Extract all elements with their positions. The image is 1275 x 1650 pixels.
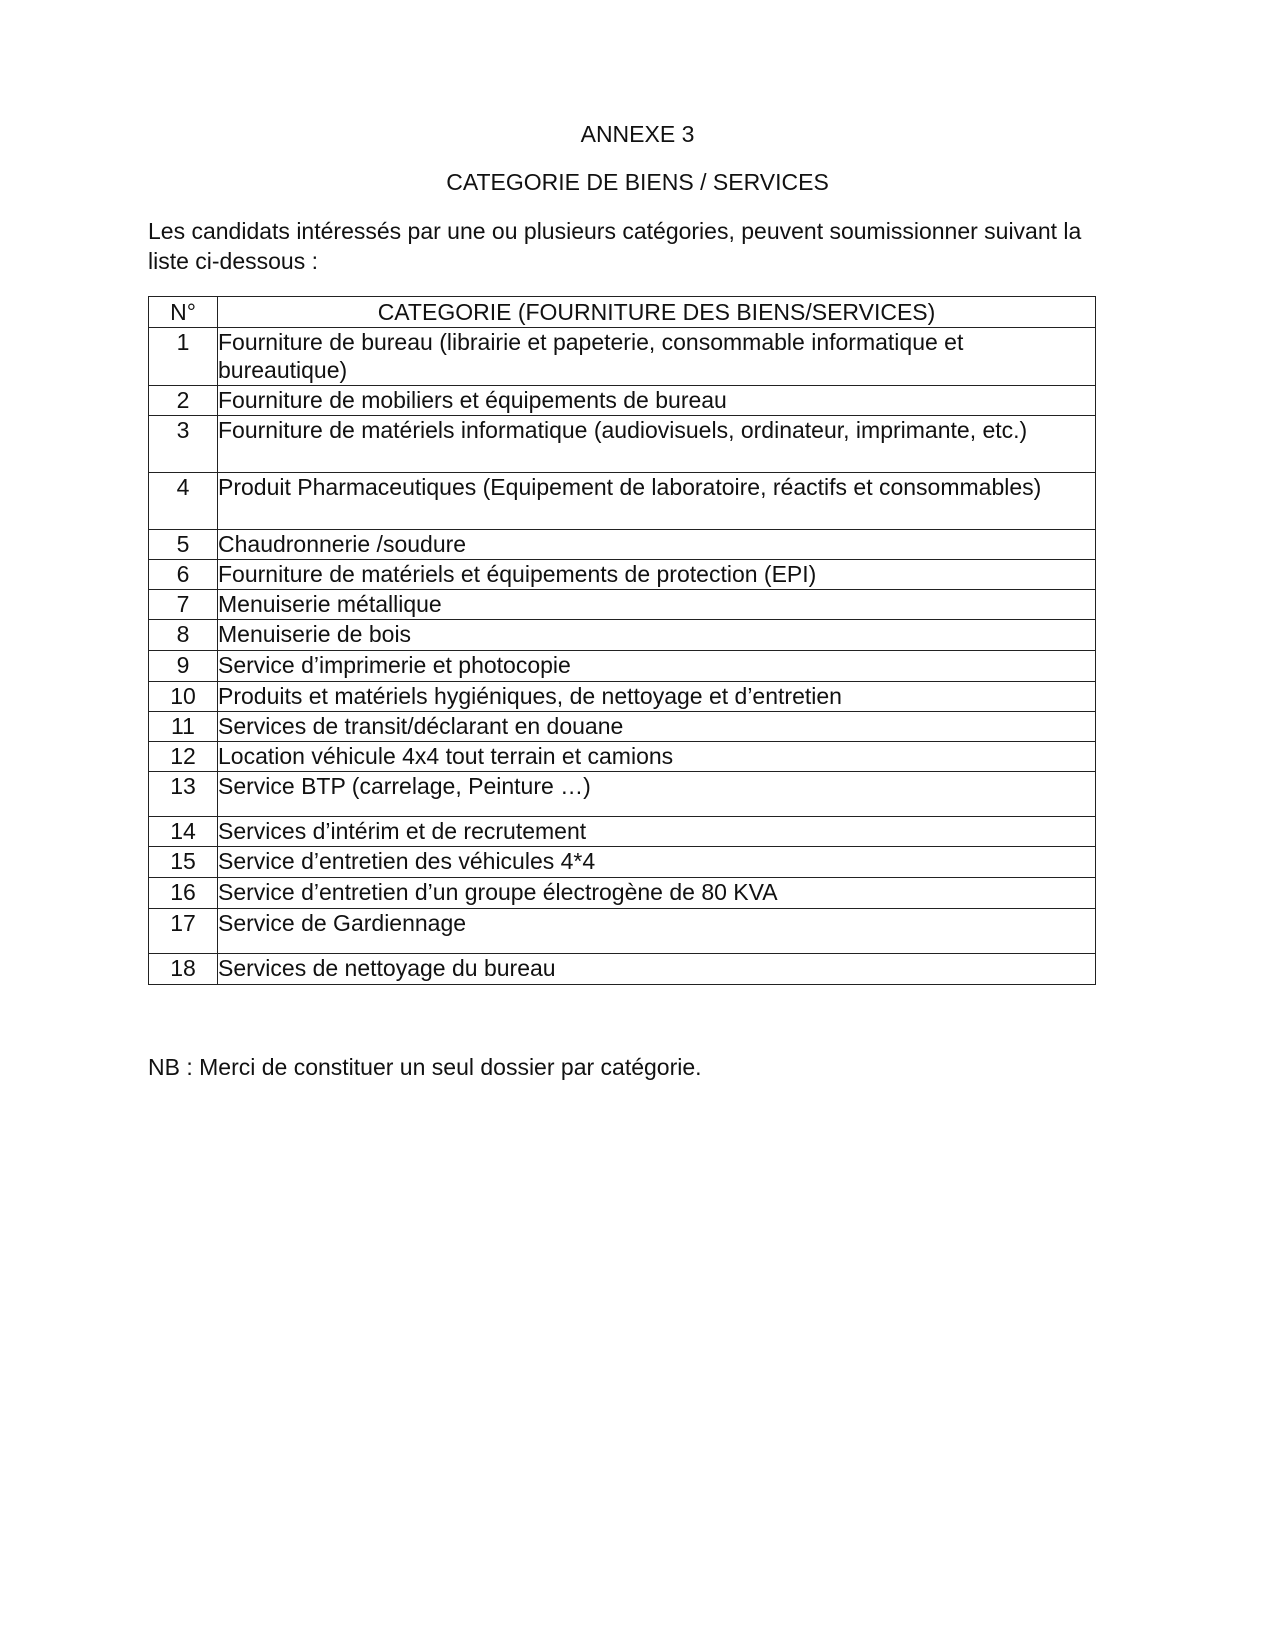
row-category: Fourniture de matériels informatique (audiovisuels, ordinateur, imprimante, etc.) [218,416,1096,473]
table-row [149,847,1096,878]
table-row [149,560,1096,590]
row-category: Fourniture de matériels et équipements de protection (EPI) [218,560,1096,590]
table-row [149,954,1096,985]
table-row [149,772,1096,817]
table-row [149,416,1096,473]
row-number: 12 [149,742,218,772]
row-number: 14 [149,817,218,847]
row-category: Menuiserie métallique [218,590,1096,620]
table-row [149,651,1096,682]
row-number: 18 [149,954,218,985]
row-number: 16 [149,878,218,909]
row-category: Produits et matériels hygiéniques, de nettoyage et d’entretien [218,682,1096,712]
row-number: 6 [149,560,218,590]
table-row [149,590,1096,620]
table-row [149,473,1096,530]
table-row [149,620,1096,651]
section-title: CATEGORIE DE BIENS / SERVICES [446,169,829,195]
row-number: 11 [149,712,218,742]
table-row [149,682,1096,712]
row-number: 4 [149,473,218,530]
row-number: 7 [149,590,218,620]
table-row [149,742,1096,772]
row-number: 15 [149,847,218,878]
column-header-category: CATEGORIE (FOURNITURE DES BIENS/SERVICES) [218,297,1096,328]
row-number: 1 [149,328,218,386]
category-table [148,296,1096,985]
table-row [149,530,1096,560]
row-category: Service BTP (carrelage, Peinture …) [218,772,1096,817]
column-header-number: N° [149,297,218,328]
table-row [149,712,1096,742]
row-category: Service de Gardiennage [218,909,1096,954]
row-number: 3 [149,416,218,473]
row-category: Menuiserie de bois [218,620,1096,651]
table-row [149,817,1096,847]
table-header-row [149,297,1096,328]
row-category: Fourniture de mobiliers et équipements de bureau [218,386,1096,416]
table-row [149,909,1096,954]
row-category: Location véhicule 4x4 tout terrain et camions [218,742,1096,772]
row-category: Service d’entretien d’un groupe électrogène de 80 KVA [218,878,1096,909]
row-category: Services d’intérim et de recrutement [218,817,1096,847]
row-category: Chaudronnerie /soudure [218,530,1096,560]
row-number: 8 [149,620,218,651]
row-number: 9 [149,651,218,682]
row-category: Service d’entretien des véhicules 4*4 [218,847,1096,878]
table-row [149,878,1096,909]
row-category: Services de nettoyage du bureau [218,954,1096,985]
note-text: NB : Merci de constituer un seul dossier par catégorie. [148,1054,702,1080]
annex-title: ANNEXE 3 [580,121,695,147]
row-number: 13 [149,772,218,817]
table-row [149,328,1096,386]
row-category: Services de transit/déclarant en douane [218,712,1096,742]
row-category: Service d’imprimerie et photocopie [218,651,1096,682]
intro-paragraph: Les candidats intéressés par une ou plusieurs catégories, peuvent soumissionner suivant la liste ci-dessous : [148,218,1082,274]
row-category: Fourniture de bureau (librairie et papeterie, consommable informatique et bureautique) [218,328,1096,386]
row-number: 2 [149,386,218,416]
table-row [149,386,1096,416]
row-number: 17 [149,909,218,954]
row-number: 10 [149,682,218,712]
row-category: Produit Pharmaceutiques (Equipement de laboratoire, réactifs et consommables) [218,473,1096,530]
row-number: 5 [149,530,218,560]
